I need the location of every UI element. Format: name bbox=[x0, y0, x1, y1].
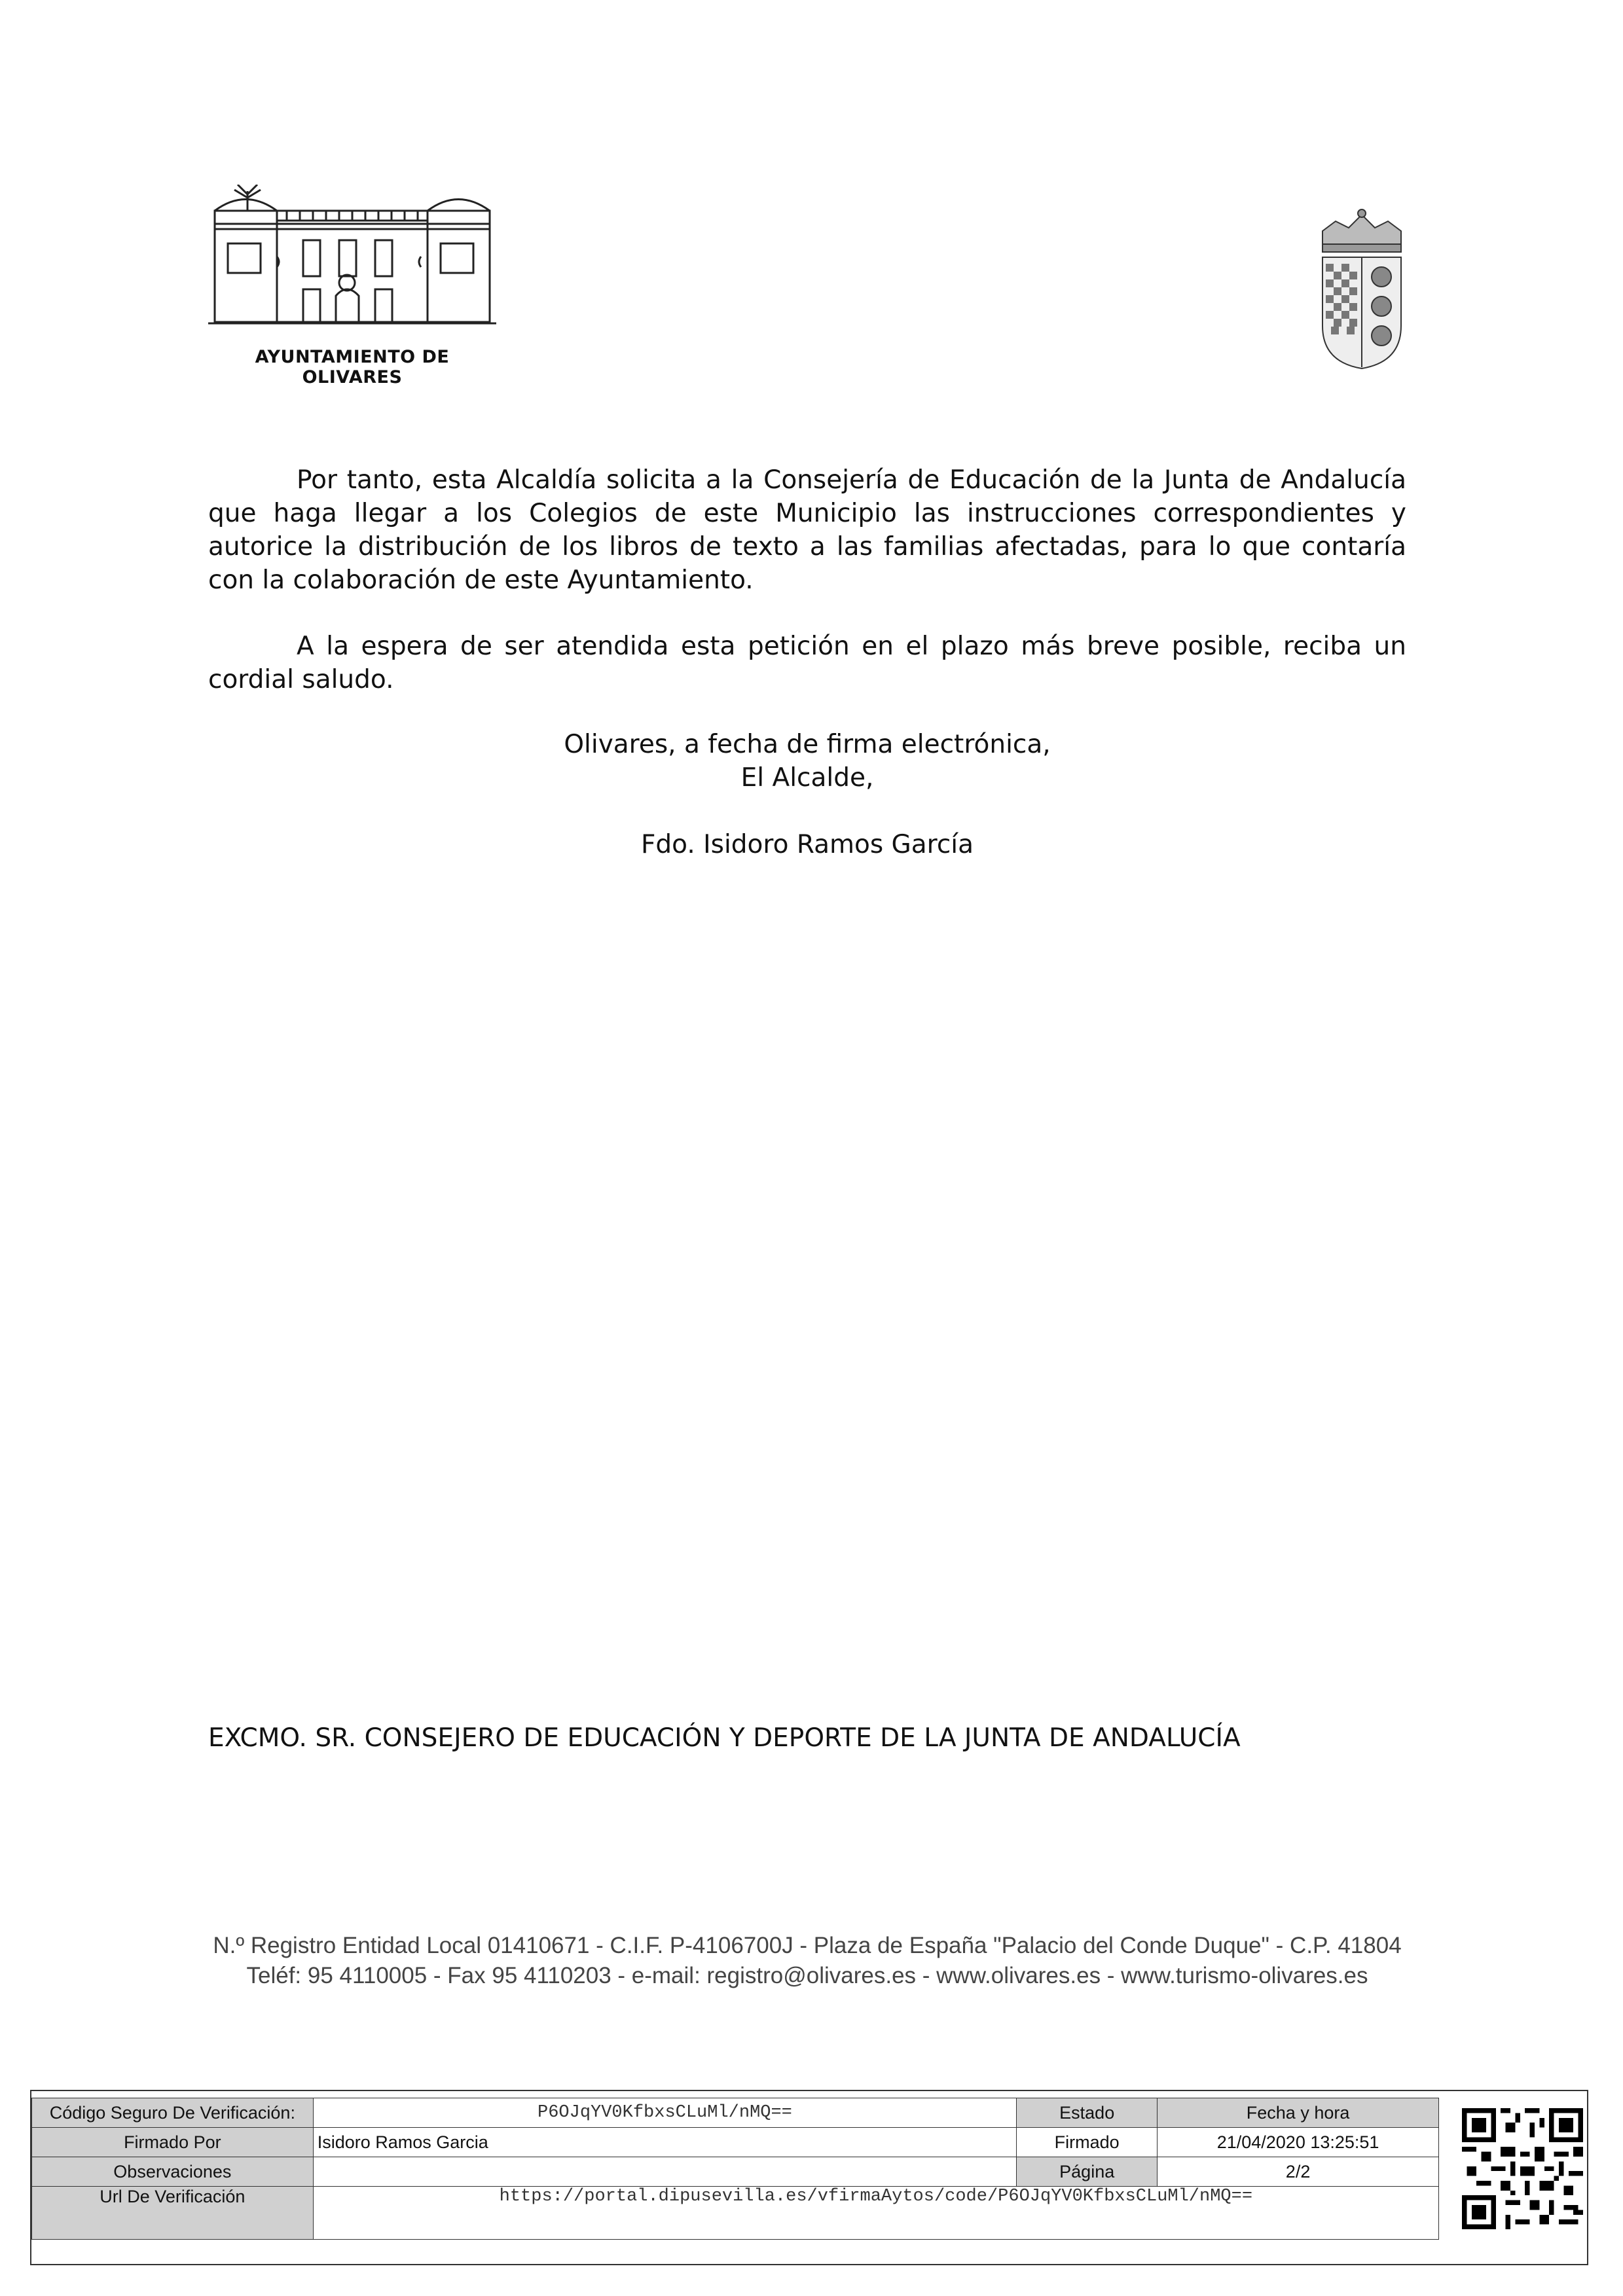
pagina-value: 2/2 bbox=[1158, 2157, 1439, 2187]
closing-line: Olivares, a fecha de firma electrónica, bbox=[564, 730, 1051, 759]
observaciones-value bbox=[313, 2157, 1017, 2187]
signature-line: Fdo. Isidoro Ramos García bbox=[640, 830, 974, 859]
csv-label: Código Seguro De Verificación: bbox=[32, 2098, 314, 2128]
observaciones-label: Observaciones bbox=[32, 2157, 314, 2187]
paragraph-request-text: Por tanto, esta Alcaldía solicita a la Consejería de Educación de la Junta de Andalucía que haga llegar a los Colegios de este Municipio las instrucciones correspondientes y autorice la distribución de los libros de texto a las familias afectadas, para lo que contaría con la colaboración de este Ayuntamiento. bbox=[208, 465, 1406, 595]
estado-label: Estado bbox=[1017, 2098, 1158, 2128]
table-row bbox=[32, 2187, 1439, 2240]
qr-code bbox=[1462, 2100, 1583, 2251]
url-label: Url De Verificación bbox=[32, 2187, 314, 2240]
coat-of-arms-icon bbox=[1313, 208, 1411, 372]
paragraph-greeting bbox=[208, 630, 1406, 696]
firmado-por-label: Firmado Por bbox=[32, 2128, 314, 2157]
fecha-label: Fecha y hora bbox=[1158, 2098, 1439, 2128]
table-row bbox=[32, 2128, 1439, 2157]
signer-role: El Alcalde, bbox=[740, 763, 874, 793]
town-hall-building-icon bbox=[208, 185, 496, 348]
firmado-por-value: Isidoro Ramos Garcia bbox=[313, 2128, 1017, 2157]
paragraph-request bbox=[208, 463, 1406, 597]
table-row bbox=[32, 2157, 1439, 2187]
qr-code-icon bbox=[1462, 2108, 1583, 2229]
verification-box bbox=[30, 2090, 1588, 2265]
coat-of-arms bbox=[1313, 208, 1411, 372]
pagina-label: Página bbox=[1017, 2157, 1158, 2187]
url-value[interactable]: https://portal.dipusevilla.es/vfirmaAytos/code/P6OJqYV0KfbxsCLuMl/nMQ== bbox=[313, 2187, 1438, 2240]
footer-contact-line: Teléf: 95 4110005 - Fax 95 4110203 - e-mail: registro@olivares.es - www.olivares.es - www.turismo-olivares.es bbox=[246, 1963, 1368, 1988]
table-row bbox=[32, 2098, 1439, 2128]
logo-caption: AYUNTAMIENTO DE OLIVARES bbox=[255, 347, 450, 387]
footer-registry-line: N.º Registro Entidad Local 01410671 - C.I.F. P-4106700J - Plaza de España "Palacio del Conde Duque" - C.P. 41804 bbox=[213, 1933, 1402, 1958]
verification-table bbox=[31, 2098, 1439, 2240]
csv-value: P6OJqYV0KfbxsCLuMl/nMQ== bbox=[313, 2098, 1017, 2128]
addressee: EXCMO. SR. CONSEJERO DE EDUCACIÓN Y DEPORTE DE LA JUNTA DE ANDALUCÍA bbox=[208, 1723, 1241, 1753]
estado-value: Firmado bbox=[1017, 2128, 1158, 2157]
paragraph-greeting-text: A la espera de ser atendida esta petición en el plazo más breve posible, reciba un cordial saludo. bbox=[208, 632, 1406, 694]
fecha-value: 21/04/2020 13:25:51 bbox=[1158, 2128, 1439, 2157]
town-hall-logo bbox=[208, 185, 496, 374]
